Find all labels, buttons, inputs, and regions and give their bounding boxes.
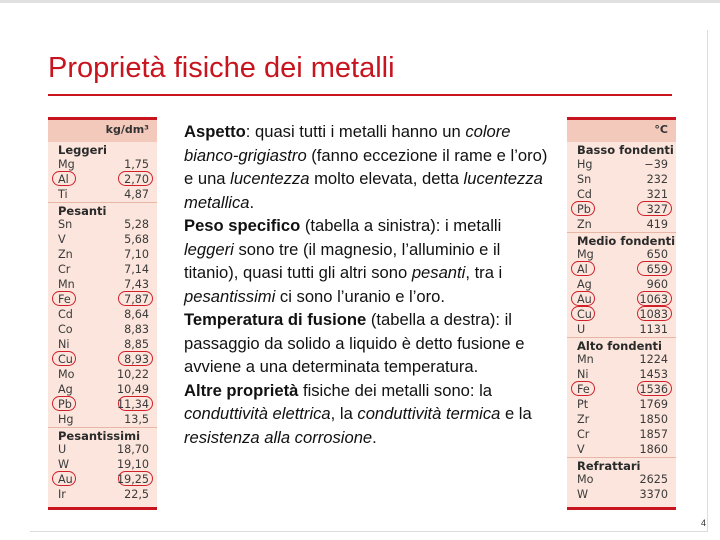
element-symbol: W (577, 488, 589, 501)
table-row (48, 232, 157, 247)
element-value: 11,34 (116, 398, 149, 411)
group-label: Medio fondenti (577, 234, 676, 248)
body-text (184, 120, 552, 449)
density-unit: kg/dm³ (105, 123, 149, 136)
top-divider (0, 0, 720, 3)
table-row (48, 277, 157, 292)
table-row (48, 457, 157, 472)
melting-unit: °C (654, 123, 668, 136)
group-label: Refrattari (577, 459, 641, 473)
table-row (567, 382, 676, 397)
group-label: Pesanti (58, 204, 107, 218)
italic-term: pesanti (411, 263, 466, 282)
table-row (567, 277, 676, 292)
element-symbol: Cu (577, 308, 592, 321)
text-run: sono tre (il magnesio, l’alluminio e il titanio), quasi tutti gli altri sono (184, 239, 501, 282)
element-symbol: Cr (577, 428, 590, 441)
table-group-header (567, 142, 676, 157)
italic-term: pesantissimi (184, 286, 276, 306)
element-value: 2,70 (124, 173, 149, 186)
element-symbol: U (58, 443, 67, 456)
element-value: 650 (646, 248, 668, 261)
text-run: (tabella a sinistra): i metalli (300, 216, 502, 235)
table-row (48, 352, 157, 367)
element-symbol: W (58, 458, 70, 471)
table-row (48, 472, 157, 487)
text-run: , tra i (465, 263, 503, 282)
table-row (567, 352, 676, 367)
table-row (567, 292, 676, 307)
element-value: 13,5 (124, 413, 149, 426)
element-symbol: Mo (58, 368, 75, 381)
element-symbol: Ti (58, 188, 68, 201)
density-table-header (48, 117, 157, 142)
table-bottom-rule (48, 507, 157, 510)
element-value: 7,43 (124, 278, 149, 291)
element-symbol: U (577, 323, 586, 336)
element-value: 2625 (639, 473, 668, 486)
element-symbol: Mn (58, 278, 75, 291)
element-symbol: Sn (577, 173, 592, 186)
table-row (48, 307, 157, 322)
element-symbol: Pb (577, 203, 591, 216)
element-symbol: Mn (577, 353, 594, 366)
element-value: 1769 (639, 398, 668, 411)
element-value: 5,68 (124, 233, 149, 246)
element-value: 960 (646, 278, 668, 291)
element-symbol: Au (577, 293, 592, 306)
element-value: 659 (646, 263, 668, 276)
element-symbol: Ni (577, 368, 589, 381)
element-symbol: Au (58, 473, 73, 486)
element-symbol: Ag (577, 278, 592, 291)
group-label: Alto fondenti (577, 339, 662, 353)
italic-term: lucentezza (230, 169, 310, 188)
density-table (48, 117, 157, 510)
body-paragraph (184, 379, 552, 450)
body-paragraph (184, 214, 552, 308)
group-label: Pesantissimi (58, 429, 141, 443)
text-run: , la (330, 404, 358, 423)
element-value: 327 (646, 203, 668, 216)
element-value: 10,49 (116, 383, 149, 396)
table-row (567, 367, 676, 382)
element-value: 19,25 (116, 473, 149, 486)
element-symbol: Mo (577, 473, 594, 486)
page-number: 4 (700, 518, 706, 528)
table-row (48, 367, 157, 382)
body-paragraph (184, 120, 552, 214)
element-symbol: Cd (577, 188, 592, 201)
table-row (48, 172, 157, 187)
element-symbol: Zn (58, 248, 73, 261)
element-value: 8,93 (124, 353, 149, 366)
melting-point-table (567, 117, 676, 510)
element-value: 3370 (639, 488, 668, 501)
table-row (48, 187, 157, 202)
text-run: : quasi tutti i metalli hanno un (245, 122, 466, 141)
group-label: Basso fondenti (577, 143, 674, 157)
element-symbol: V (58, 233, 66, 246)
table-row (48, 487, 157, 502)
table-row (567, 442, 676, 457)
element-value: 7,87 (124, 293, 149, 306)
element-symbol: Pt (577, 398, 589, 411)
table-group-header (567, 232, 676, 248)
text-run: molto elevata, detta (309, 169, 464, 188)
table-row (48, 322, 157, 337)
table-row (48, 292, 157, 307)
italic-term: conduttività elettrica (184, 404, 331, 423)
element-value: 1,75 (124, 158, 149, 171)
element-symbol: Fe (58, 293, 71, 306)
table-row (567, 202, 676, 217)
element-value: 1850 (639, 413, 668, 426)
element-symbol: Zr (577, 413, 590, 426)
bold-term: Altre proprietà (184, 380, 299, 400)
table-row (567, 487, 676, 502)
element-value: 8,64 (124, 308, 149, 321)
table-row (567, 217, 676, 232)
italic-term: leggeri (184, 239, 234, 259)
element-symbol: Sn (58, 218, 73, 231)
title-underline (48, 94, 672, 96)
table-row (567, 472, 676, 487)
element-value: 1857 (639, 428, 668, 441)
element-symbol: Ag (58, 383, 73, 396)
element-symbol: Mg (577, 248, 594, 261)
text-run: (tabella a destra): il passaggio da solido a liquido è detto fusione e avviene a una determinata temperatura. (184, 310, 525, 376)
table-row (48, 412, 157, 427)
table-row (48, 262, 157, 277)
table-row (567, 412, 676, 427)
table-group-header (567, 457, 676, 473)
table-row (48, 397, 157, 412)
melting-table-header (567, 117, 676, 142)
element-symbol: Mg (58, 158, 75, 171)
italic-term: colore bianco-grigiastro (184, 122, 511, 165)
element-symbol: Al (58, 173, 69, 186)
element-value: 4,87 (124, 188, 149, 201)
table-bottom-rule (567, 507, 676, 510)
element-value: 1224 (639, 353, 668, 366)
element-value: 1860 (639, 443, 668, 456)
element-value: 1083 (639, 308, 668, 321)
table-row (567, 262, 676, 277)
table-row (567, 157, 676, 172)
table-row (567, 187, 676, 202)
element-value: 10,22 (116, 368, 149, 381)
element-symbol: V (577, 443, 585, 456)
element-value: 1536 (639, 383, 668, 396)
table-row (48, 217, 157, 232)
element-symbol: Fe (577, 383, 590, 396)
table-row (567, 397, 676, 412)
element-symbol: Ni (58, 338, 70, 351)
element-value: 8,83 (124, 323, 149, 336)
element-symbol: Zn (577, 218, 592, 231)
element-symbol: Al (577, 263, 588, 276)
bold-term: Peso specifico (184, 216, 301, 235)
text-run: . (372, 427, 377, 447)
element-value: −39 (644, 158, 668, 171)
text-run: fisiche dei metalli sono: la (298, 380, 493, 400)
table-row (567, 427, 676, 442)
table-group-header (48, 142, 157, 157)
table-row (567, 172, 676, 187)
element-value: 321 (646, 188, 668, 201)
element-value: 419 (646, 218, 668, 231)
element-value: 8,85 (124, 338, 149, 351)
italic-term: conduttività termica (357, 404, 501, 423)
text-run: e la (500, 404, 532, 423)
text-run: . (249, 192, 255, 212)
table-row (48, 442, 157, 457)
element-symbol: Hg (577, 158, 593, 171)
element-value: 5,28 (124, 218, 149, 231)
text-run: ci sono l’uranio e l’oro. (275, 286, 446, 306)
italic-term: lucentezza metallica (184, 169, 543, 212)
table-group-header (567, 337, 676, 353)
table-row (567, 247, 676, 262)
page-title: Proprietà fisiche dei metalli (48, 52, 395, 84)
element-value: 22,5 (124, 488, 149, 501)
element-value: 1453 (639, 368, 668, 381)
table-row (567, 322, 676, 337)
table-group-header (48, 202, 157, 218)
element-value: 232 (646, 173, 668, 186)
element-symbol: Hg (58, 413, 74, 426)
element-symbol: Cu (58, 353, 73, 366)
element-symbol: Pb (58, 398, 72, 411)
text-run: (fanno eccezione il rame e l’oro) e una (184, 145, 548, 188)
table-row (48, 157, 157, 172)
element-value: 1131 (639, 323, 668, 336)
table-row (48, 247, 157, 262)
bold-term: Aspetto (184, 122, 246, 141)
element-symbol: Cd (58, 308, 73, 321)
element-symbol: Co (58, 323, 73, 336)
body-paragraph (184, 308, 552, 379)
table-row (48, 382, 157, 397)
italic-term: resistenza alla corrosione (184, 427, 373, 447)
element-value: 18,70 (116, 443, 149, 456)
table-row (48, 337, 157, 352)
element-value: 1063 (639, 293, 668, 306)
element-symbol: Cr (58, 263, 71, 276)
element-symbol: Ir (58, 488, 66, 501)
table-group-header (48, 427, 157, 443)
table-row (567, 307, 676, 322)
element-value: 7,10 (124, 248, 149, 261)
element-value: 19,10 (116, 458, 149, 471)
bold-term: Temperatura di fusione (184, 310, 367, 329)
element-value: 7,14 (124, 263, 149, 276)
group-label: Leggeri (58, 143, 108, 157)
